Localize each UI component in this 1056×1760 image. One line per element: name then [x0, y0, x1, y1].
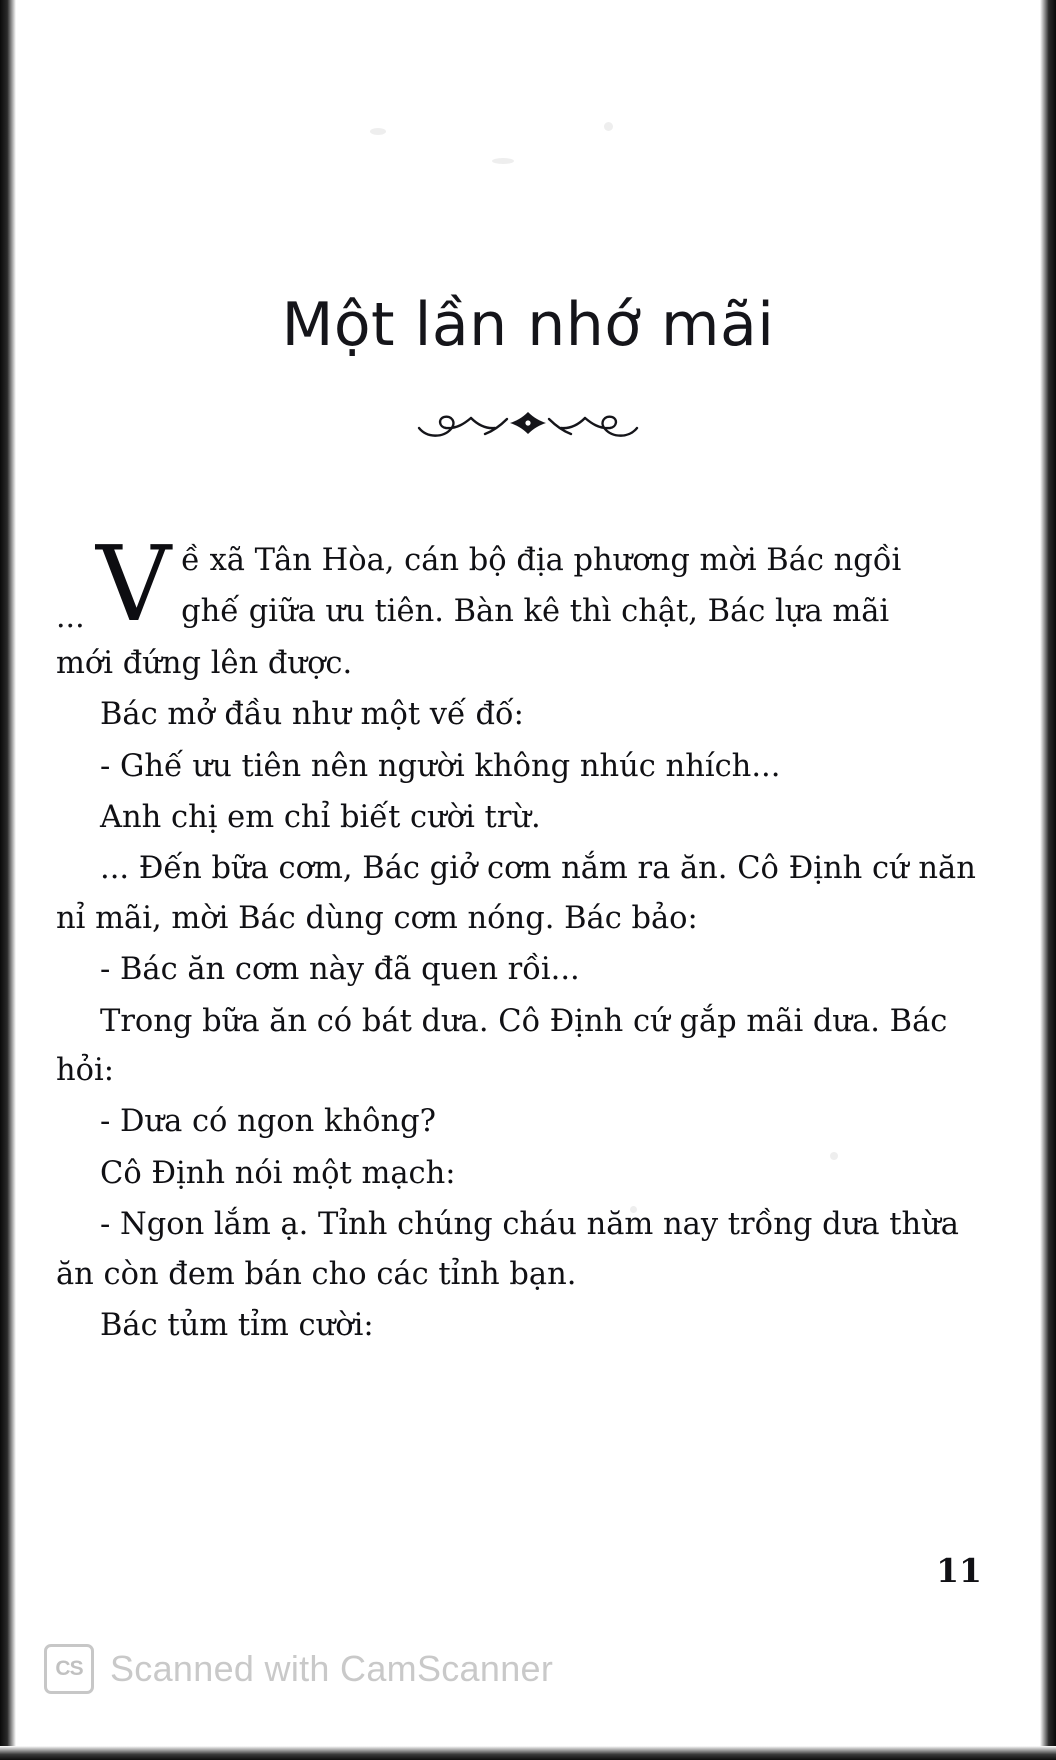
- paragraph: Bác tủm tỉm cười:: [100, 1308, 374, 1344]
- page-title: Một lần nhớ mãi: [281, 290, 775, 360]
- paragraph: Anh chị em chỉ biết cười trừ.: [100, 800, 541, 836]
- paragraph: - Ngon lắm ạ. Tỉnh chúng cháu năm nay trồng dưa thừa ăn còn đem bán cho các tỉnh bạn.: [56, 1207, 959, 1292]
- first-paragraph: [56, 523, 1000, 688]
- paragraph: - Dưa có ngon không?: [100, 1104, 436, 1140]
- paragraph: Bác mở đầu như một vế đố:: [100, 697, 524, 733]
- paragraph: ... Đến bữa cơm, Bác giở cơm nắm ra ăn. Cô Định cứ năn nỉ mãi, mời Bác dùng cơm nóng. Bác bảo:: [56, 851, 976, 936]
- floral-divider-ornament: [413, 398, 643, 450]
- paragraph-line: mới đứng lên được.: [56, 645, 353, 681]
- paragraph-line: ề xã Tân Hòa, cán bộ địa phương mời Bác ngồi: [181, 543, 902, 578]
- body-text: [56, 523, 1000, 1351]
- camscanner-logo-icon: CS: [44, 1644, 94, 1694]
- paragraph-line: ghế giữa ưu tiên. Bàn kê thì chật, Bác lựa mãi: [181, 594, 890, 630]
- page-number: 11: [936, 1551, 982, 1590]
- paragraph: Cô Định nói một mạch:: [100, 1155, 456, 1191]
- watermark-label: Scanned with CamScanner: [110, 1648, 554, 1689]
- drop-cap: V: [96, 523, 172, 645]
- camscanner-watermark: [44, 1644, 553, 1694]
- paragraph: - Ghế ưu tiên nên người không nhúc nhích...: [100, 748, 781, 784]
- leading-ellipsis: ...: [56, 600, 85, 635]
- paragraph: Trong bữa ăn có bát dưa. Cô Định cứ gắp mãi dưa. Bác hỏi:: [56, 1003, 948, 1089]
- page-bottom-edge-shadow: [0, 1746, 1056, 1760]
- paragraph: - Bác ăn cơm này đã quen rồi...: [100, 952, 580, 988]
